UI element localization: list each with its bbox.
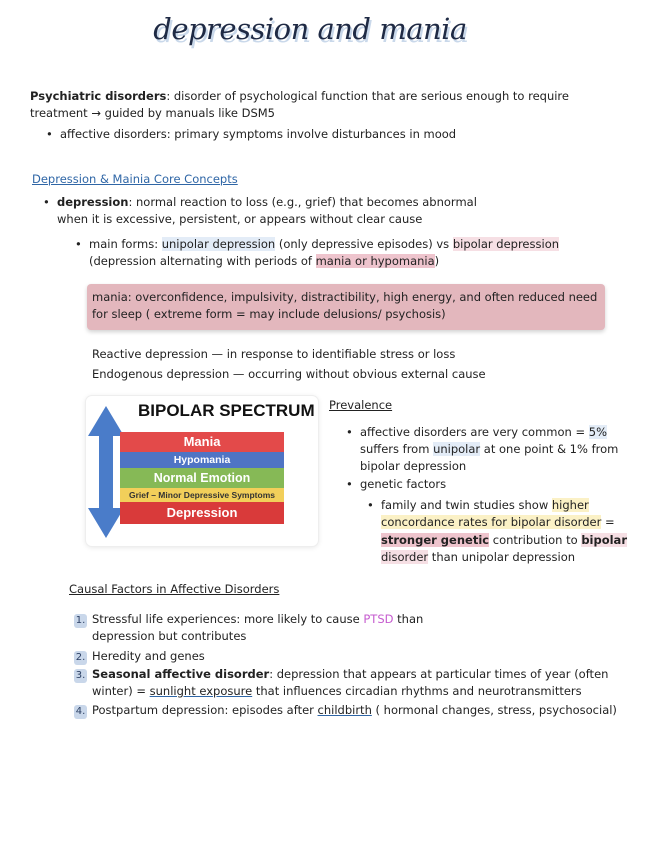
causal-childbirth: childbirth (317, 703, 372, 717)
prevalence-b1-line2-suffix: at one point & 1% from (480, 442, 619, 456)
causal-item-4 (74, 702, 617, 719)
causal-item-4-prefix: Postpartum depression: episodes after (92, 703, 318, 717)
depression-definition-1: : normal reaction to loss (e.g., grief) that becomes abnormal (128, 195, 477, 209)
genetic-sub-line-4 (381, 549, 575, 566)
number-badge: 2. (75, 652, 86, 663)
genetic-stronger: stronger genetic (381, 533, 490, 547)
number-badge: 1. (75, 615, 86, 626)
depression-line-1 (57, 194, 477, 211)
genetic-sub-line4-suffix: than unipolar depression (428, 550, 576, 564)
causal-item-3-suffix: : depression that appears at particular times of year (often (269, 667, 609, 681)
forms-middle: (only depressive episodes) vs (275, 237, 453, 251)
intro-line-1 (30, 88, 569, 105)
bipolar-spectrum-figure (86, 396, 318, 546)
prevalence-b1-line-1 (360, 424, 607, 441)
genetic-sub-prefix: family and twin studies show (381, 498, 552, 512)
intro-bullet: • affective disorders: primary symptoms involve disturbances in mood (60, 126, 456, 143)
mania-line-2: for sleep ( extreme form = may include delusions/ psychosis) (92, 307, 446, 321)
core-heading: Depression & Mainia Core Concepts (32, 172, 238, 186)
genetic-disorder: disorder (381, 550, 429, 564)
forms-prefix: main forms: (89, 237, 162, 251)
causal-item-2-text: Heredity and genes (92, 649, 205, 663)
causal-seasonal-term: Seasonal affective disorder (92, 667, 270, 681)
endogenous-depression: Endogenous depression — occurring without obvious external cause (92, 367, 486, 381)
forms-line-1 (89, 236, 559, 253)
causal-item-3-line-1 (74, 666, 608, 683)
causal-item-1-line-1 (74, 611, 423, 628)
prevalence-b1-prefix: affective disorders are very common = (360, 425, 589, 439)
genetic-sub-line3-middle: contribution to (489, 533, 582, 547)
genetic-concordance: concordance rates for bipolar disorder (381, 515, 602, 529)
mania-line-1: mania: overconfidence, impulsivity, distractibility, high energy, and often reduced need (92, 290, 598, 304)
forms-unipolar: unipolar depression (161, 237, 276, 251)
causal-ptsd: PTSD (363, 612, 394, 626)
prevalence-unipolar: unipolar (433, 442, 481, 456)
prevalence-b1-line-3: bipolar depression (360, 459, 467, 473)
intro-definition-1: : disorder of psychological function that are serious enough to require (166, 89, 569, 103)
causal-item-3-line2-suffix: that influences circadian rhythms and neurotransmitters (252, 684, 582, 698)
number-badge: 4. (75, 706, 86, 717)
spectrum-title: BIPOLAR SPECTRUM (138, 401, 315, 420)
reactive-depression: Reactive depression — in response to identifiable stress or loss (92, 347, 456, 361)
causal-item-1-suffix: than (393, 612, 424, 626)
band-grief: Grief – Minor Depressive Symptoms (120, 488, 284, 502)
prevalence-heading: Prevalence (329, 398, 393, 412)
prevalence-pct: 5% (588, 425, 608, 439)
intro-definition-2: treatment → guided by manuals like DSM5 (30, 106, 275, 120)
intro-term: Psychiatric disorders (30, 89, 167, 103)
causal-item-3-line-2 (92, 683, 582, 700)
forms-bipolar: bipolar depression (452, 237, 560, 251)
prevalence-b2: • genetic factors (360, 476, 446, 493)
forms-line-2 (89, 253, 439, 270)
genetic-bipolar: bipolar (581, 533, 627, 547)
prevalence-b1-line2-prefix: suffers from (360, 442, 434, 456)
causal-heading: Causal Factors in Affective Disorders (69, 582, 280, 596)
mania-callout (87, 284, 605, 330)
genetic-sub-line-2 (381, 514, 615, 531)
genetic-sub-line-3 (381, 532, 627, 549)
depression-definition-2: when it is excessive, persistent, or appears without clear cause (57, 212, 423, 226)
genetic-sub-line-1 (381, 497, 589, 514)
genetic-higher: higher (551, 498, 589, 512)
depression-term: depression (57, 195, 129, 209)
causal-item-1-line-2: depression but contributes (92, 629, 247, 643)
page-title: depression and mania (153, 12, 467, 46)
causal-item-4-suffix: ( hormonal changes, stress, psychosocial) (371, 703, 617, 717)
genetic-sub-line2-suffix: = (601, 515, 615, 529)
forms-line2-suffix: ) (434, 254, 440, 268)
causal-item-1-prefix: Stressful life experiences: more likely to cause (92, 612, 364, 626)
prevalence-b1-line-2 (360, 441, 618, 458)
causal-item-2 (74, 648, 205, 665)
causal-item-3-line2-prefix: winter) = (92, 684, 150, 698)
band-depression: Depression (120, 502, 284, 524)
forms-line2-prefix: (depression alternating with periods of (89, 254, 316, 268)
band-normal-emotion: Normal Emotion (120, 468, 284, 488)
forms-mania: mania or hypomania (315, 254, 435, 268)
band-mania: Mania (120, 432, 284, 452)
band-hypomania: Hypomania (120, 452, 284, 468)
causal-sunlight: sunlight exposure (149, 684, 253, 698)
number-badge: 3. (75, 670, 86, 681)
